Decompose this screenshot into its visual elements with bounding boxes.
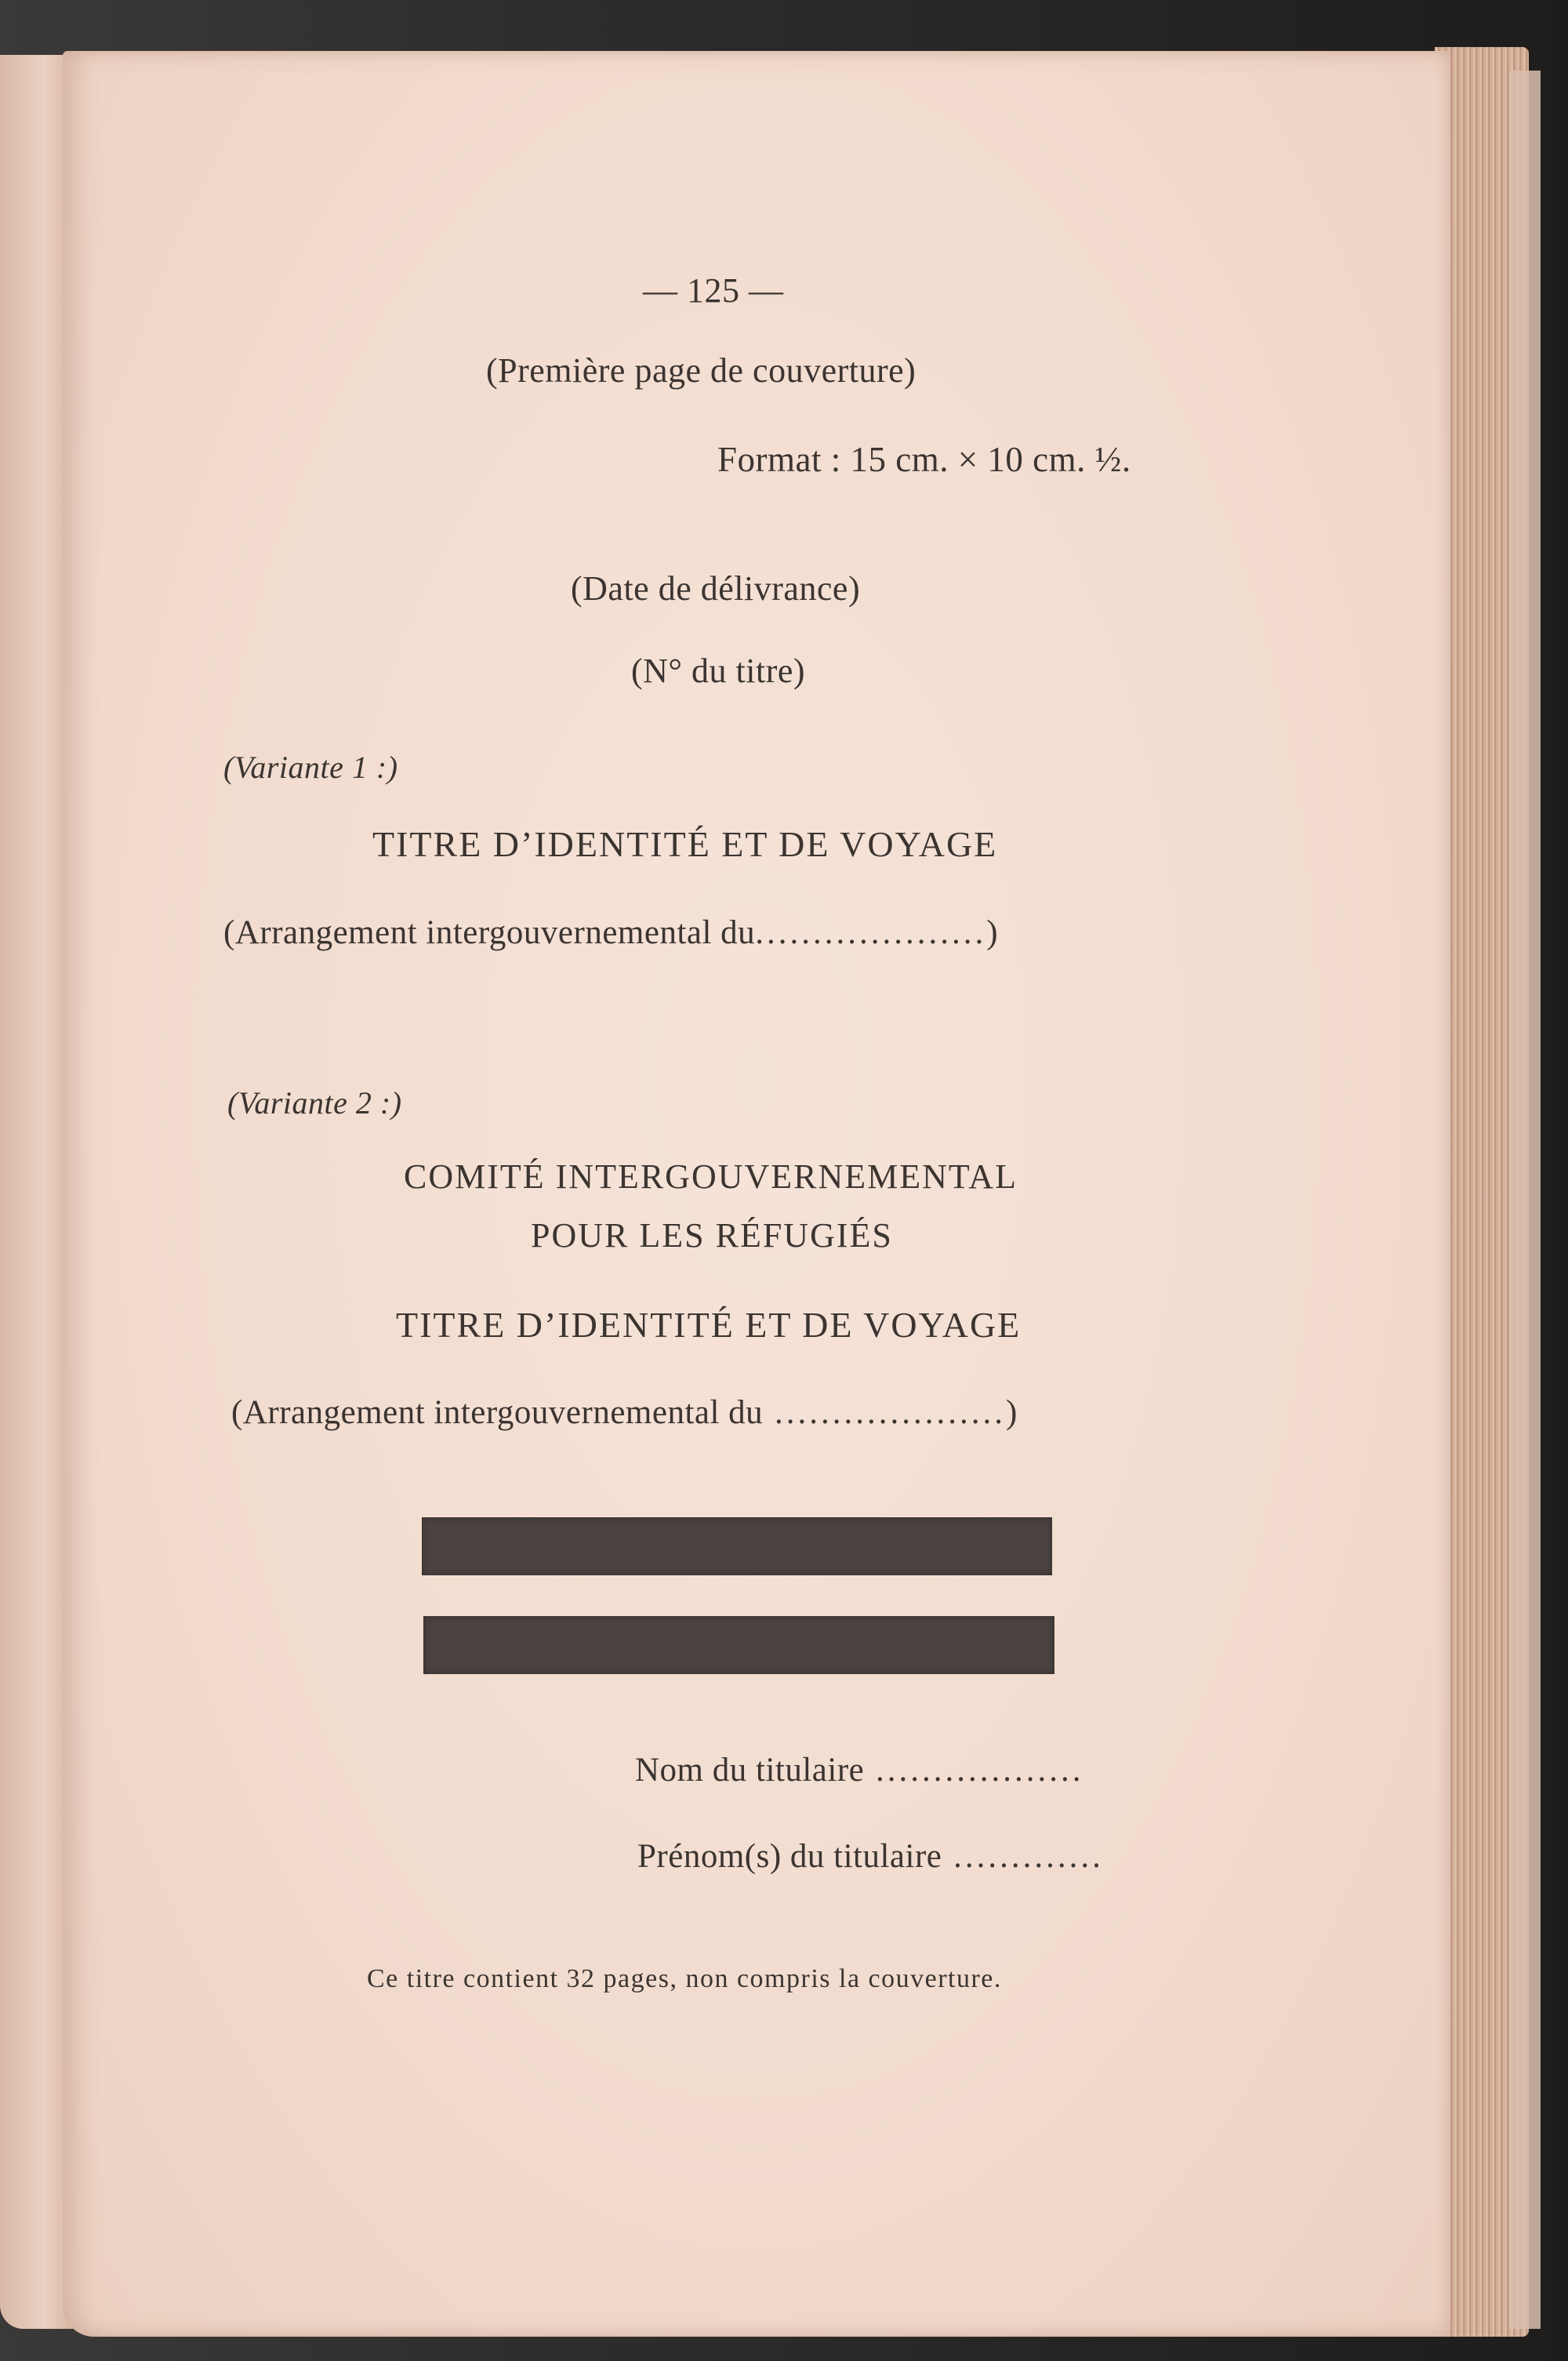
number-label: (N° du titre) [631,652,806,690]
variant1-label: (Variante 1 :) [223,750,398,785]
date-label: (Date de délivrance) [571,569,861,608]
variant2-committee-line1: COMITÉ INTERGOUVERNEMENTAL [404,1157,1018,1196]
variant2-committee-line2: POUR LES RÉFUGIÉS [531,1216,893,1255]
holder-firstname-field: Prénom(s) du titulaire ............. [637,1838,1104,1875]
holder-name-field: Nom du titulaire .................. [635,1752,1084,1789]
book-page [63,51,1450,2337]
variant1-title: TITRE D’IDENTITÉ ET DE VOYAGE [372,824,998,864]
redaction-bar-top [422,1517,1052,1575]
page-edges-shadow [1509,71,1541,2329]
cover-label: (Première page de couverture) [486,351,916,390]
variant1-arrangement: (Arrangement intergouvernemental du....................) [223,914,999,951]
format-line: Format : 15 cm. × 10 cm. ½. [717,440,1131,479]
variant2-title: TITRE D’IDENTITÉ ET DE VOYAGE [396,1305,1022,1345]
variant2-label: (Variante 2 :) [227,1085,402,1121]
redaction-bar-bottom [423,1616,1054,1674]
page-number: — 125 — [643,271,784,310]
footer-note: Ce titre contient 32 pages, non compris la couverture. [367,1964,1002,1993]
variant2-arrangement: (Arrangement intergouvernemental du ....................) [231,1394,1018,1431]
